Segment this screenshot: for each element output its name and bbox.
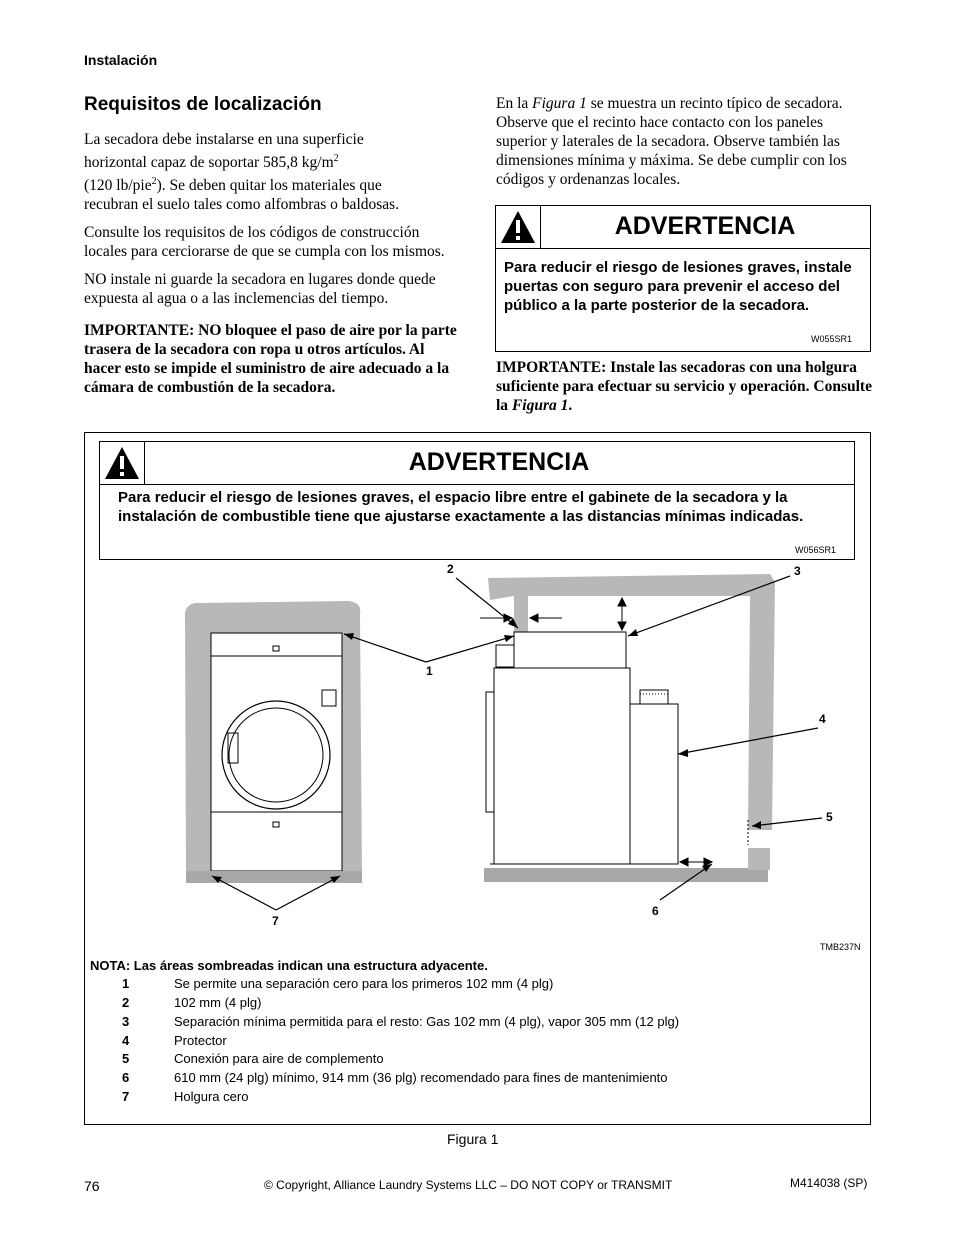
legend-text: Conexión para aire de complemento [174,1051,384,1066]
warning-text: Para reducir el riesgo de lesiones graves, instale puertas con seguro para prevenir el acceso del público a la parte posterior de la secadora. [504,259,852,314]
surface-text-4: ). Se deben quitar los materiales que [156,177,382,195]
warning-code-2: W056SR1 [794,545,836,555]
legend-text: 610 mm (24 plg) mínimo, 914 mm (36 plg) recomendado para fines de mantenimiento [174,1070,668,1085]
legend-text: Separación mínima permitida para el resto: Gas 102 mm (4 plg), vapor 305 mm (12 plg) [174,1014,680,1029]
copyright-notice: © Copyright, Alliance Laundry Systems LLC – DO NOT COPY or TRANSMIT [264,1178,673,1192]
surface-text-3: (120 lb/pie [84,177,152,195]
important-service-text-2: . [568,397,573,414]
legend-num: 3 [122,1014,130,1029]
legend-text: 102 mm (4 plg) [174,995,262,1010]
warning-text-2: Para reducir el riesgo de lesiones graves, el espacio libre entre el gabinete de la secadora y la instalación de combustible tiene que ajustarse exactamente a las distancias mínimas indicadas. [118,489,804,525]
warning-title: ADVERTENCIA [614,212,796,240]
callout-2: 2 [447,562,454,576]
figure-reference-2[interactable]: Figura 1 [511,397,569,414]
callout-5: 5 [826,810,833,824]
legend-num: 1 [122,976,130,991]
surface-text-2: horizontal capaz de soportar 585,8 kg/m [84,154,334,172]
superscript-2b: 2 [151,176,157,188]
codes-paragraph: Consulte los requisitos de los códigos de construcción locales para cerciorarse de que se cumpla con los mismos. [84,224,445,261]
legend-text: Se permite una separación cero para los primeros 102 mm (4 plg) [174,976,554,991]
side-dryer-top [514,632,626,668]
front-dryer-cabinet [211,633,342,871]
side-dryer-body [494,668,630,864]
legend-num: 6 [122,1070,130,1085]
figure-legend [84,976,864,1116]
callout-3: 3 [794,564,801,578]
document-number: M414038 (SP) [790,1176,868,1190]
important-service-text-1: IMPORTANTE: Instale las secadoras con una holgura suficiente para efectuar su servicio y operación. Consulte la [496,359,872,414]
figure-caption: Figura 1 [447,1131,499,1147]
enclosure-text-2: se muestra un recinto típico de secadora. Observe que el recinto hace contacto con los paneles superior y laterales de la secadora. Observe también las dimensiones mínima y máxima. Se debe cumplir con los códigos y ordenanzas locales. [496,95,847,188]
legend-num: 7 [122,1089,130,1104]
warning-code: W055SR1 [810,334,852,344]
figure-note: NOTA: Las áreas sombreadas indican una estructura adyacente. [90,958,488,973]
callout-1: 1 [426,664,433,678]
weather-paragraph: NO instale ni guarde la secadora en lugares donde quede expuesta al agua o a las inclemencias del tiempo. [84,271,436,308]
legend-num: 2 [122,995,130,1010]
superscript-2: 2 [333,153,339,164]
callout-4: 4 [819,712,826,726]
legend-num: 4 [122,1033,130,1048]
callout-7: 7 [272,914,279,928]
section-heading: Requisitos de localización [84,94,322,115]
side-floor [484,868,768,882]
important-airflow-paragraph: IMPORTANTE: NO bloquee el paso de aire por la parte trasera de la secadora con ropa u otros artículos. Al hacer esto se impide el suministro de aire adecuado a la cámara de combustión de la secadora. [84,322,457,397]
surface-text-1: La secadora debe instalarse en una superficie [84,131,364,148]
figure-reference[interactable]: Figura 1 [532,95,587,112]
surface-text-5: recubran el suelo tales como alfombras o baldosas. [84,196,400,214]
page-number: 76 [84,1178,100,1194]
section-header: Instalación [84,52,158,68]
legend-text: Holgura cero [174,1089,249,1104]
drawing-code: TMB237N [820,942,861,952]
callout-6: 6 [652,904,659,918]
legend-text: Protector [174,1033,227,1048]
enclosure-text-1: En la [496,95,533,112]
legend-num: 5 [122,1051,130,1066]
warning-title-2: ADVERTENCIA [408,448,590,476]
